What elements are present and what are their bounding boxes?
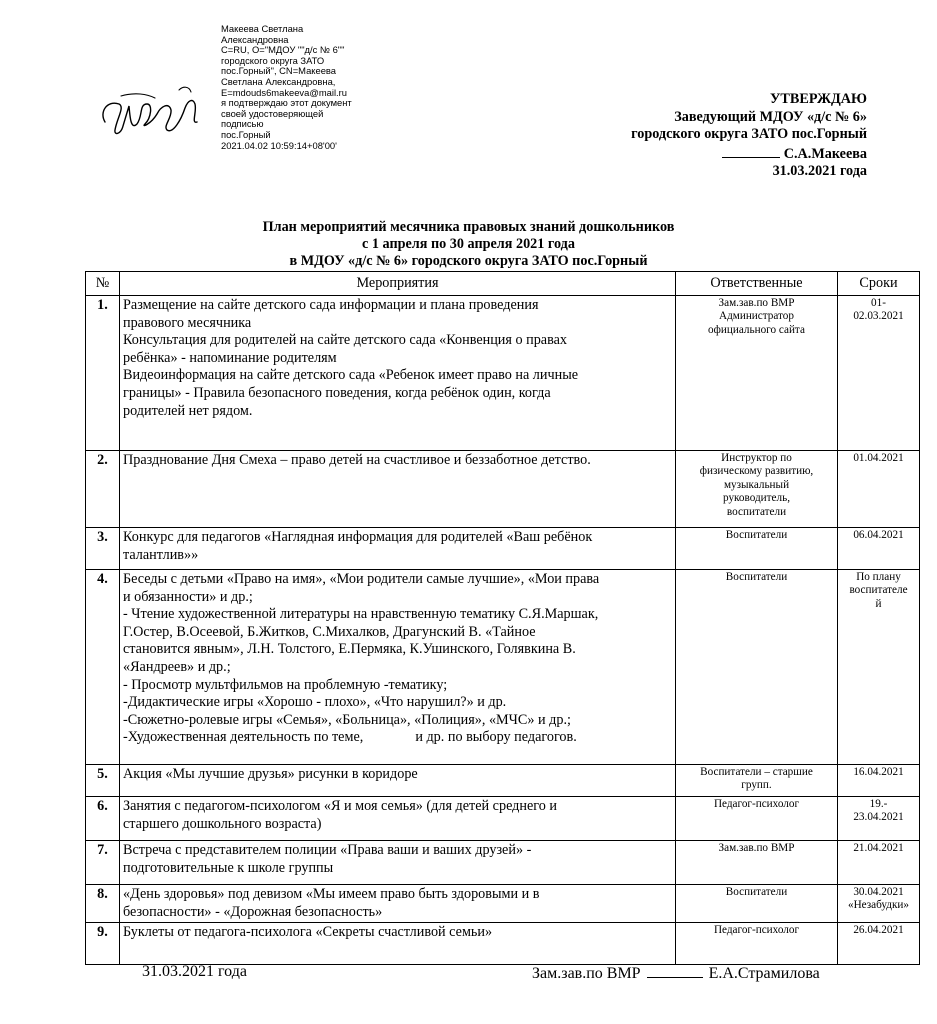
date-line: 26.04.2021 [853,924,904,937]
row-dates [838,528,920,570]
responsible-line: Зам.зав.по ВМР [718,842,795,854]
signature-details [221,24,352,151]
event-line: Занятия с педагогом-психологом «Я и моя семья» (для детей среднего и [123,798,557,814]
row-event [120,841,676,885]
event-line: родителей нет рядом. [123,402,253,419]
table-row [86,296,920,451]
table-header-row [86,272,920,296]
event-line: - Просмотр мультфильмов на проблемную -тематику; [123,676,448,693]
signature-line: Александровна [221,33,289,45]
row-event [120,570,676,765]
row-responsible [676,296,838,451]
row-dates [838,765,920,797]
event-line: безопасности» - «Дорожная безопасность» [123,903,383,920]
footer-position: Зам.зав.по ВМР [532,965,641,982]
signature-blank [722,144,780,158]
signature-line: E=mdouds6makeeva@mail.ru [221,86,347,98]
row-num: 6. [86,797,120,841]
row-num: 9. [86,923,120,965]
document-title [0,219,937,270]
signature-line: своей удостоверяющей [221,107,324,119]
table-row [86,841,920,885]
signature-line: подписью [221,118,264,130]
row-responsible [676,570,838,765]
row-num: 4. [86,570,120,765]
event-line: Беседы с детьми «Право на имя», «Мои родители самые лучшие», «Мои права [123,571,600,587]
footer-signature [532,963,820,983]
row-event [120,923,676,965]
event-line-part: и др. по выбору педагогов. [415,729,577,746]
footer-date: 31.03.2021 года [142,963,247,980]
table-row [86,923,920,965]
responsible-line: Зам.зав.по ВМР [718,297,795,309]
header-dates: Сроки [838,272,920,296]
table-row [86,797,920,841]
responsible-line: Инструктор по [721,452,792,464]
event-line: Г.Остер, В.Осеевой, Б.Житков, С.Михалков, Драгунский В. «Тайное [123,623,536,640]
responsible-line: воспитатели [726,505,787,518]
date-line: 01.04.2021 [853,452,904,464]
row-num: 5. [86,765,120,797]
event-line: подготовительные к школе группы [123,859,334,876]
header-num: № [86,272,120,296]
event-line: ребёнка» - напоминание родителям [123,349,337,366]
date-line: 30.04.2021 [853,886,904,898]
event-line: Буклеты от педагога-психолога «Секреты счастливой семьи» [123,924,493,941]
footer-name: Е.А.Страмилова [708,965,820,982]
event-line: -Сюжетно-ролевые игры «Семья», «Больница», «Полиция», «МЧС» и др.; [123,711,571,728]
event-line: старшего дошкольного возраста) [123,815,322,832]
date-line: воспитателе [849,584,908,597]
signature-line: 2021.04.02 10:59:14+08'00' [221,139,337,151]
responsible-line: Администратор [718,310,794,323]
signature-line: Светлана Александровна, [221,75,336,87]
responsible-line: групп. [741,779,772,792]
table-row [86,528,920,570]
row-num: 3. [86,528,120,570]
responsible-line: Воспитатели [725,571,788,583]
row-num: 8. [86,885,120,923]
row-responsible [676,765,838,797]
signature-line: пос.Горный", CN=Макеева [221,65,337,77]
event-line: - Чтение художественной литературы на нравственную тематику С.Я.Маршак, [123,606,599,623]
row-event [120,451,676,528]
event-line-part: -Художественная деятельность по теме, [123,729,364,746]
handwritten-signature-icon [95,74,210,144]
signature-line: городского округа ЗАТО [221,54,325,66]
responsible-line: Воспитатели [725,529,788,541]
events-table [85,271,920,965]
digital-signature-block [95,24,395,174]
row-event [120,885,676,923]
signature-line: пос.Горный [221,128,271,140]
approval-block [631,91,867,181]
event-line: «Яандреев» и др.; [123,658,231,675]
event-line: Размещение на сайте детского сада информации и плана проведения [123,297,539,313]
approval-signature-line [631,144,867,164]
approval-name: С.А.Макеева [783,145,867,162]
row-dates [838,841,920,885]
event-line: становится явным», Л.Н. Толстого, Е.Пермяка, К.Ушинского, Голявкина В. [123,641,576,658]
row-responsible [676,528,838,570]
approval-org: городского округа ЗАТО пос.Горный [631,126,867,143]
event-line [123,729,672,747]
table-row [86,765,920,797]
event-line: талантлив»» [123,546,199,563]
responsible-line: Педагог-психолог [713,924,800,937]
row-event [120,296,676,451]
event-line: правового месячника [123,314,252,331]
row-dates [838,296,920,451]
title-line: План мероприятий месячника правовых знаний дошкольников [262,219,675,235]
date-line: По плану [856,571,901,583]
signature-line: я подтверждаю этот документ [221,97,352,109]
row-responsible [676,923,838,965]
signature-line: C=RU, O="МДОУ ""д/с № 6"" [221,44,345,56]
row-event [120,765,676,797]
responsible-line: Воспитатели [725,886,788,898]
responsible-line: физическому развитию, [699,465,814,478]
date-line: 06.04.2021 [853,529,904,541]
table-row [86,570,920,765]
row-dates [838,570,920,765]
responsible-line: Педагог-психолог [713,798,800,810]
responsible-line: официального сайта [708,323,805,336]
event-line: -Дидактические игры «Хорошо - плохо», «Что нарушил?» и др. [123,694,507,711]
table-row [86,885,920,923]
row-dates [838,885,920,923]
header-responsible: Ответственные [676,272,838,296]
row-num: 1. [86,296,120,451]
signature-blank [647,963,703,978]
date-line: 01- [871,297,886,309]
row-dates [838,923,920,965]
event-line: Видеоинформация на сайте детского сада «Ребенок имеет право на личные [123,367,579,384]
approval-position: Заведующий МДОУ «д/с № 6» [674,108,867,125]
event-line: Празднование Дня Смеха – право детей на счастливое и беззаботное детство. [123,452,591,468]
responsible-line: Воспитатели – старшие [700,766,813,778]
date-line: 16.04.2021 [853,766,904,778]
date-line: й [875,597,882,610]
table-row [86,451,920,528]
row-dates [838,797,920,841]
approval-date: 31.03.2021 года [772,163,867,180]
responsible-line: музыкальный [723,478,790,491]
event-line: Конкурс для педагогов «Наглядная информация для родителей «Ваш ребёнок [123,529,593,545]
header-event: Мероприятия [120,272,676,296]
row-event [120,528,676,570]
row-responsible [676,451,838,528]
date-line: 23.04.2021 [853,811,904,824]
event-line: Консультация для родителей на сайте детского сада «Конвенция о правах [123,332,567,349]
approval-heading: УТВЕРЖДАЮ [770,91,867,107]
date-line: «Незабудки» [847,899,910,912]
event-line: Акция «Мы лучшие друзья» рисунки в коридоре [123,766,418,782]
event-line: границы» - Правила безопасного поведения, когда ребёнок один, когда [123,384,551,401]
signature-line: Макеева Светлана [221,23,304,34]
title-line: в МДОУ «д/с № 6» городского округа ЗАТО пос.Горный [289,253,648,269]
row-responsible [676,841,838,885]
row-dates [838,451,920,528]
event-line: Встреча с представителем полиции «Права ваши и ваших друзей» - [123,842,532,858]
date-line: 19.- [869,798,888,810]
row-responsible [676,885,838,923]
date-line: 02.03.2021 [853,310,904,323]
event-line: и обязанности» и др.; [123,588,253,605]
event-line: «День здоровья» под девизом «Мы имеем право быть здоровыми и в [123,886,540,902]
row-event [120,797,676,841]
row-num: 7. [86,841,120,885]
row-responsible [676,797,838,841]
date-line: 21.04.2021 [853,842,904,854]
row-num: 2. [86,451,120,528]
title-line: с 1 апреля по 30 апреля 2021 года [362,236,575,252]
responsible-line: руководитель, [723,492,790,505]
